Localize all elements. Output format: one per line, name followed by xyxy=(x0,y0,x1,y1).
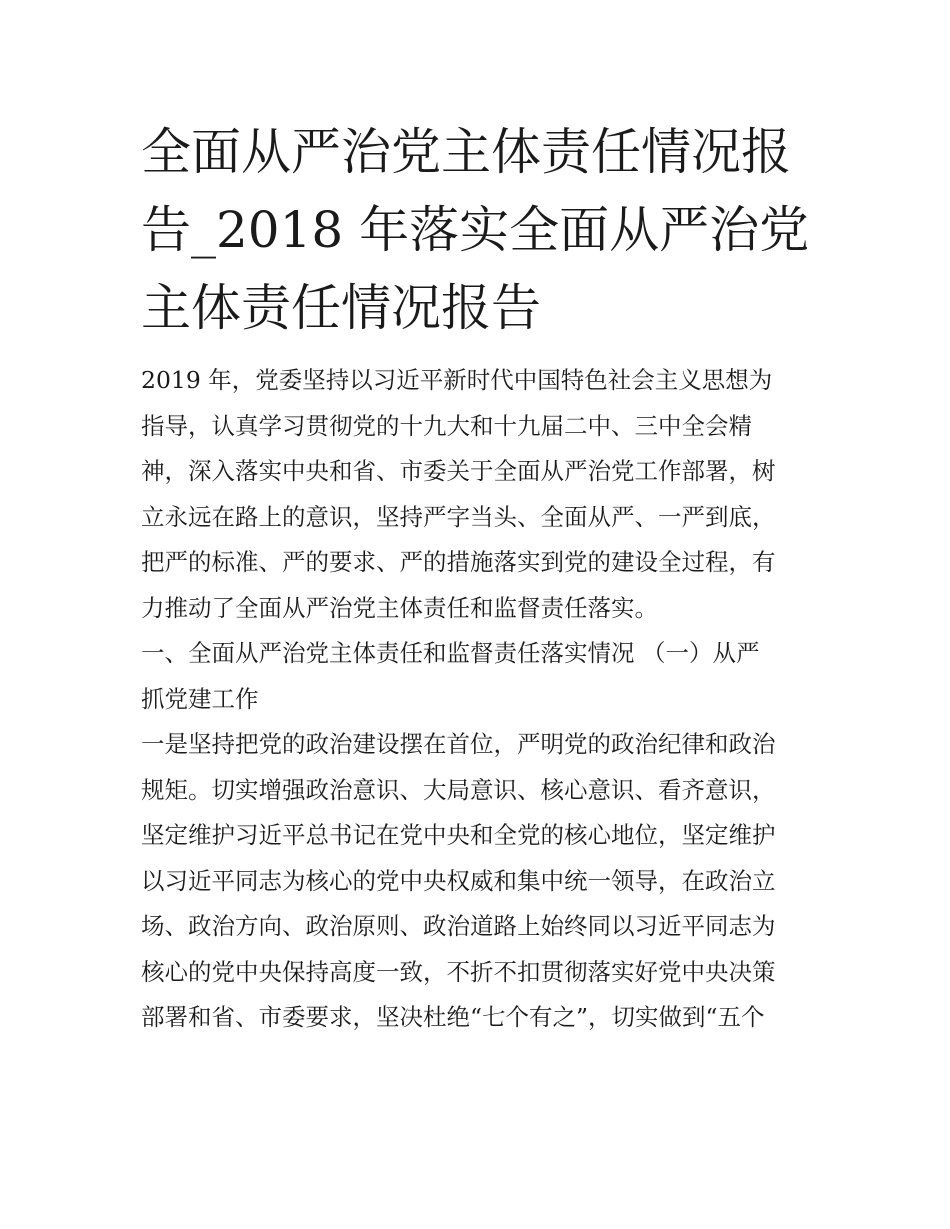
body-line: 一是坚持把党的政治建设摆在首位，严明党的政治纪律和政治 xyxy=(141,730,776,758)
body-line: 把严的标准、严的要求、严的措施落实到党的建设全过程，有 xyxy=(141,548,776,576)
body-line: 以习近平同志为核心的党中央权威和集中统一领导，在政治立 xyxy=(141,866,776,895)
title-line: 主体责任情况报告 xyxy=(141,279,541,337)
body-line: 指导，认真学习贯彻党的十九大和十九届二中、三中全会精 xyxy=(141,411,752,440)
body-line: 力推动了全面从严治党主体责任和监督责任落实。 xyxy=(141,593,658,622)
document-title xyxy=(141,113,821,347)
body-line: 2019 年，党委坚持以习近平新时代中国特色社会主义思想为 xyxy=(141,366,773,394)
body-line: 规矩。切实增强政治意识、大局意识、核心意识、看齐意识， xyxy=(141,775,776,804)
body-line: 坚定维护习近平总书记在党中央和全党的核心地位，坚定维护 xyxy=(141,821,776,849)
body-line: 立永远在路上的意识，坚持严字当头、全面从严、一严到底， xyxy=(141,502,776,531)
section-heading-line: 一、全面从严治党主体责任和监督责任落实情况 （一）从严 xyxy=(141,639,760,667)
body-line: 场、政治方向、政治原则、政治道路上始终同以习近平同志为 xyxy=(141,912,776,940)
title-line: 全面从严治党主体责任情况报 xyxy=(141,123,791,181)
document-body xyxy=(141,358,821,1041)
title-line: 告_2018 年落实全面从严治党 xyxy=(141,201,810,259)
body-line: 神，深入落实中央和省、市委关于全面从严治党工作部署，树 xyxy=(141,457,776,485)
section-heading-line: 抓党建工作 xyxy=(141,684,259,713)
body-line: 部署和省、市委要求，坚决杜绝“七个有之”，切实做到“五个 xyxy=(141,1003,765,1031)
body-line: 核心的党中央保持高度一致，不折不扣贯彻落实好党中央决策 xyxy=(141,957,776,986)
